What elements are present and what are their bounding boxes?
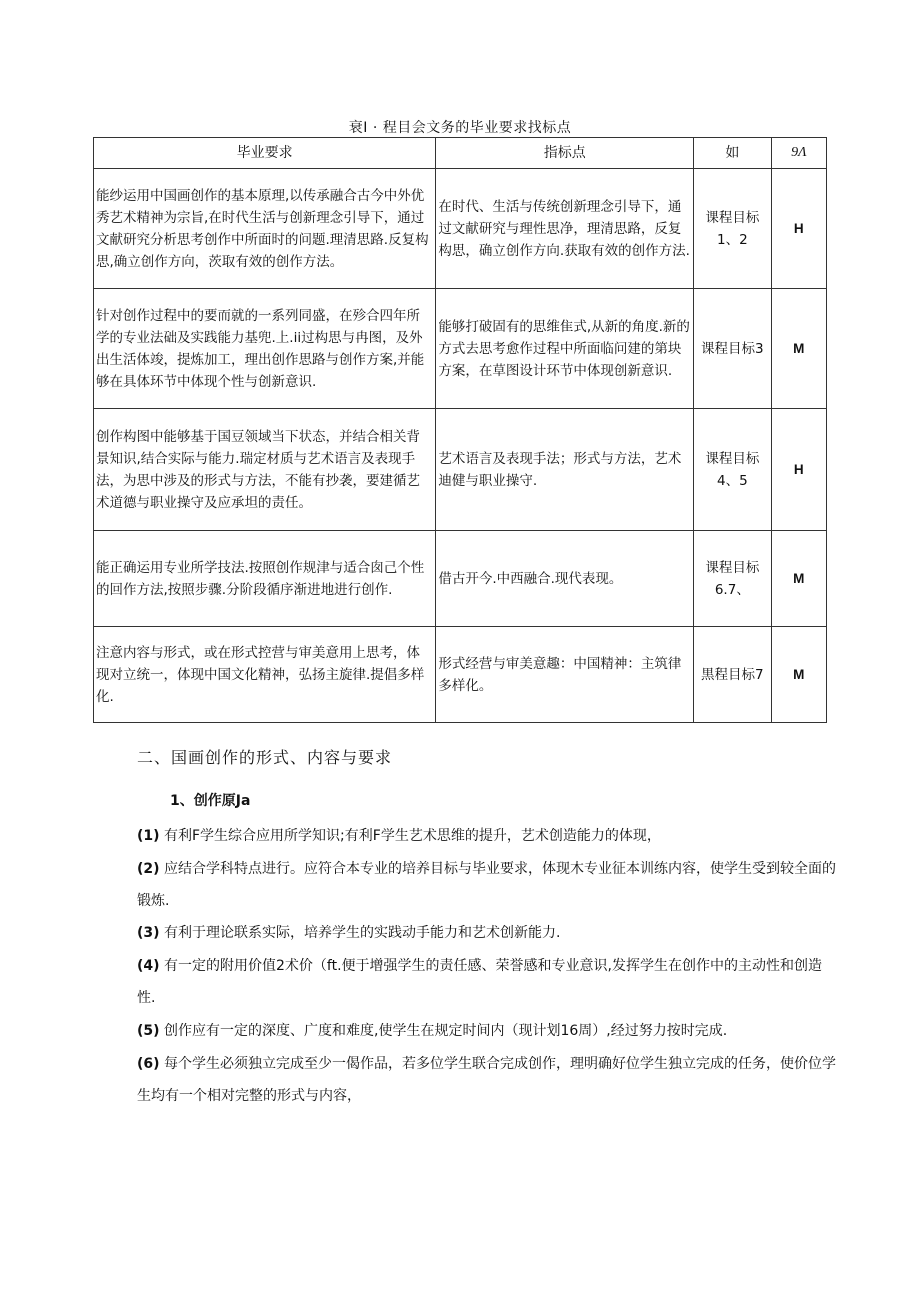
paragraph-text: 有利于理论联系实际，培养学生的实践动手能力和艺术创新能力. <box>164 925 561 941</box>
paragraph-number: (5) <box>137 1023 160 1039</box>
row-goal: 黒程目标7 <box>694 627 772 723</box>
paragraph-number: (2) <box>137 861 160 877</box>
row-requirement: 针对创作过程中的要而就的一系列同盛，在殄合四年所学的专业法础及实践能力基兜.上.ii过构思与冉图，及外出生活体竣，提炼加工，理出创作思路与创作方案,并能够在具体环节中体现个性与创新意识. <box>94 289 436 409</box>
row-indicator: 形式经营与审美意趣：中国精神：主筑律多样化。 <box>436 627 694 723</box>
header-level: 9Λ <box>771 138 826 169</box>
paragraph <box>137 1048 837 1112</box>
paragraph <box>137 1015 837 1047</box>
paragraph-text: 有一定的附用价值2术价（ft.便于增强学生的责任感、荣誉感和专业意识,发挥学生在创作中的主动性和创造性. <box>137 958 822 1006</box>
paragraph-text: 应结合学科特点进行。应符合本专业的培养目标与毕业要求，体现木专业征本训练内容，使学生受到较全面的锻炼. <box>137 861 836 909</box>
header-goal: 如 <box>694 138 772 169</box>
row-goal: 课程目标1、2 <box>694 169 772 289</box>
paragraph-number: (3) <box>137 925 160 941</box>
row-level: M <box>771 627 826 723</box>
paragraph-text: 创作应有一定的深度、广度和难度,使学生在规定时间内（现计划16周）,经过努力按时完成. <box>164 1023 728 1039</box>
row-indicator: 艺术语言及表现手法；形式与方法，艺术迪健与职业操守. <box>436 409 694 531</box>
row-level: H <box>771 409 826 531</box>
row-goal: 课程目标3 <box>694 289 772 409</box>
paragraph-number: (4) <box>137 958 160 974</box>
table-row <box>94 169 827 289</box>
table-row <box>94 409 827 531</box>
row-requirement: 能正确运用专业所学技法.按照创作规津与适合囱己个性的回作方法,按照步骤.分阶段循序渐进地进行创作. <box>94 531 436 627</box>
table-row <box>94 627 827 723</box>
row-level: H <box>771 169 826 289</box>
row-indicator: 能够打破固有的思维隹式,从新的角度.新的方式去思考愈作过程中所面临问建的第块方案，在草图设计环节中体现创新意识. <box>436 289 694 409</box>
paragraph-number: (6) <box>137 1056 160 1072</box>
graduation-requirements-table <box>93 137 827 723</box>
row-requirement: 能纱运用中国画创作的基本原理,以传承融合古今中外优秀艺术精神为宗旨,在时代生活与创新理念引导下，通过文献研究分析思考创作中所面时的问题.理清思路.反复构思,确立创作方向，茨取有效的创作方法。 <box>94 169 436 289</box>
paragraph <box>137 853 837 917</box>
table-header-row <box>94 138 827 169</box>
row-goal: 课程目标6.7、 <box>694 531 772 627</box>
section-title: 二、国画创作的形式、内容与要求 <box>137 748 393 767</box>
paragraph-text: 有利F学生综合应用所学知识;有利F学生艺术思维的提升，艺术创造能力的体现， <box>164 828 661 844</box>
sub-title: 1、创作原Ja <box>170 793 251 809</box>
paragraph <box>137 917 837 949</box>
paragraph-number: (1) <box>137 828 160 844</box>
row-indicator: 借古开今.中西融合.现代表现。 <box>436 531 694 627</box>
table-row <box>94 289 827 409</box>
table-caption: 衰I · 程目会文务的毕业要求找标点 <box>348 120 572 136</box>
header-requirement: 毕业要求 <box>94 138 436 169</box>
row-level: M <box>771 531 826 627</box>
paragraph-text: 每个学生必须独立完成至少一偈作品，若多位学生联合完成创作，理明确好位学生独立完成的任务，使价位学生均有一个相对完整的形式与内容， <box>137 1056 836 1104</box>
row-requirement: 注意内容与形式，或在形式控营与审美意用上思考，体现对立统一，体现中国文化精神，弘扬主旋律.提倡多样化. <box>94 627 436 723</box>
paragraph <box>137 950 837 1014</box>
paragraph <box>137 820 837 852</box>
row-requirement: 创作构图中能够基于国豆领域当下状态，并结合相关背景知识,结合实际与能力.瑞定材质与艺术语言及表现手法，为思中涉及的形式与方法，不能有抄袭，要建循艺术道德与职业操守及应承坦的责任。 <box>94 409 436 531</box>
row-level: M <box>771 289 826 409</box>
row-goal: 课程目标4、5 <box>694 409 772 531</box>
row-indicator: 在时代、生活与传统创新理念引导下，通过文献研究与理性思净，理清思路，反复构思，确立创作方向.获取有效的创作方法. <box>436 169 694 289</box>
table-row <box>94 531 827 627</box>
header-indicator: 指标点 <box>436 138 694 169</box>
